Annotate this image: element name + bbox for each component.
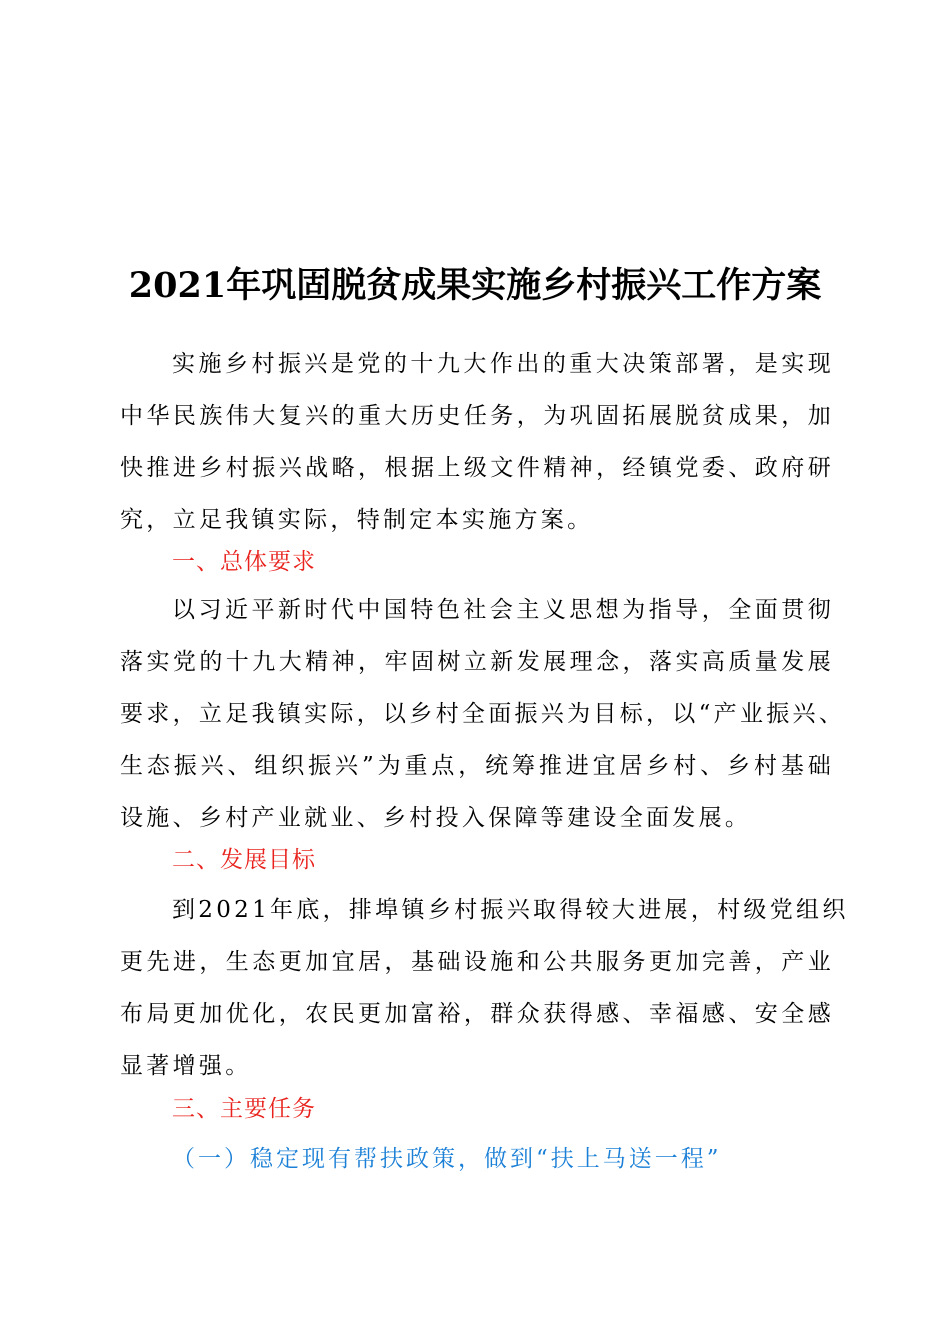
section1-line: 落实党的十九大精神，牢固树立新发展理念，落实高质量发展 <box>120 649 834 675</box>
section-heading-overall-requirements: 一、总体要求 <box>172 549 316 575</box>
section2-line: 显著增强。 <box>120 1053 252 1079</box>
section1-line: 要求，立足我镇实际，以乡村全面振兴为目标，以“产业振兴、 <box>120 701 846 727</box>
section1-line: 以习近平新时代中国特色社会主义思想为指导，全面贯彻 <box>172 597 834 623</box>
subsection-heading-stabilize-policies: （一）稳定现有帮扶政策，做到“扶上马送一程” <box>172 1146 722 1172</box>
document-title: 2021年巩固脱贫成果实施乡村振兴工作方案 <box>128 265 822 306</box>
section1-line: 设施、乡村产业就业、乡村投入保障等建设全面发展。 <box>120 805 752 831</box>
intro-line: 实施乡村振兴是党的十九大作出的重大决策部署，是实现 <box>172 351 834 377</box>
intro-line: 快推进乡村振兴战略，根据上级文件精神，经镇党委、政府研 <box>120 455 834 481</box>
intro-paragraph <box>120 338 834 546</box>
intro-line: 中华民族伟大复兴的重大历史任务，为巩固拓展脱贫成果，加 <box>120 403 834 429</box>
section-heading-development-goals: 二、发展目标 <box>172 847 316 873</box>
section1-paragraph <box>120 584 846 844</box>
section2-line: 布局更加优化，农民更加富裕，群众获得感、幸福感、安全感 <box>120 1001 834 1027</box>
section2-line: 到2021年底，排埠镇乡村振兴取得较大进展，村级党组织 <box>172 897 849 923</box>
intro-line: 究，立足我镇实际，特制定本实施方案。 <box>120 507 594 533</box>
section-heading-main-tasks: 三、主要任务 <box>172 1096 316 1122</box>
section1-line: 生态振兴、组织振兴”为重点，统筹推进宜居乡村、乡村基础 <box>120 753 834 779</box>
section2-line: 更先进，生态更加宜居，基础设施和公共服务更加完善，产业 <box>120 949 834 975</box>
section2-paragraph <box>120 884 849 1092</box>
